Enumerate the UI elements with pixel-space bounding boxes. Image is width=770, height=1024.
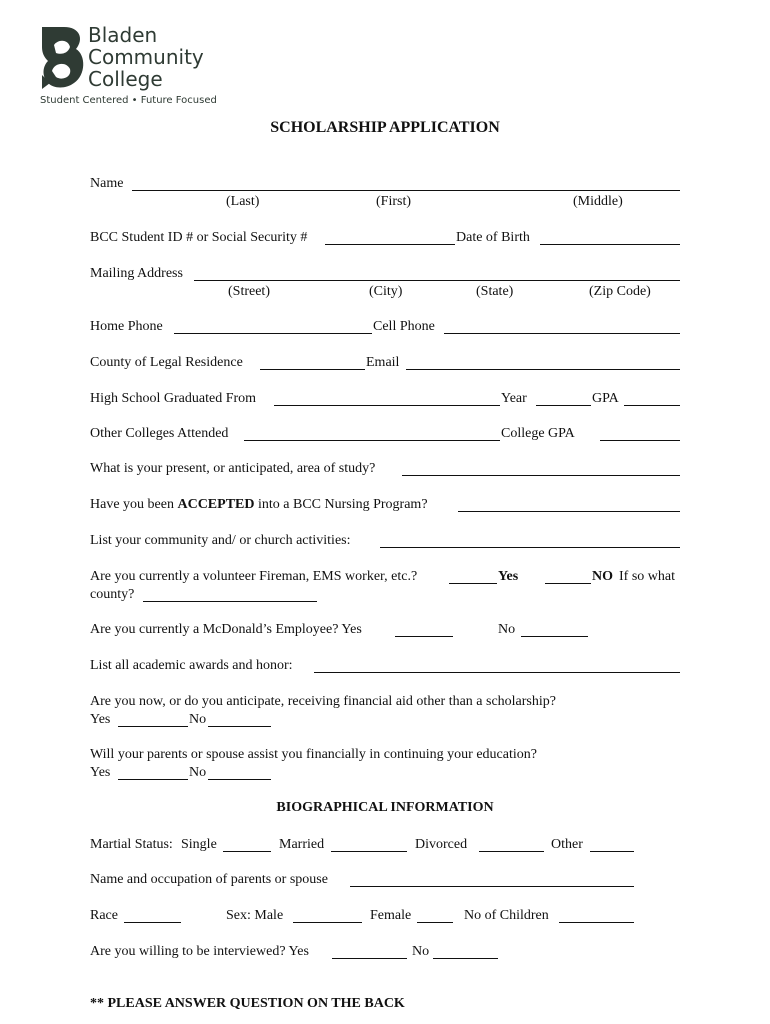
female-field[interactable] — [417, 908, 453, 923]
male-field[interactable] — [293, 908, 362, 923]
college-gpa-field[interactable] — [600, 426, 680, 441]
financial-aid-question: Are you now, or do you anticipate, receiving financial aid other than a scholarship? — [90, 694, 556, 709]
volunteer-yes-label: Yes — [498, 569, 519, 584]
parents-no-field[interactable] — [208, 765, 271, 780]
parents-assist-question: Will your parents or spouse assist you financially in continuing your education? — [90, 747, 537, 762]
race-label: Race — [90, 908, 118, 923]
interview-question: Are you willing to be interviewed? Yes — [90, 944, 309, 959]
mailing-address-field[interactable] — [194, 266, 680, 281]
logo-line-1: Bladen — [88, 23, 158, 47]
bcc-logo-icon — [40, 25, 86, 91]
college-gpa-label: College GPA — [501, 426, 575, 441]
email-label: Email — [366, 355, 400, 370]
aid-yes-label: Yes — [90, 712, 111, 727]
name-label: Name — [90, 176, 124, 191]
volunteer-no-label: NO — [592, 569, 613, 584]
dob-label: Date of Birth — [456, 230, 530, 245]
parents-yes-field[interactable] — [118, 765, 188, 780]
interview-no-field[interactable] — [433, 944, 498, 959]
city-caption: (City) — [369, 284, 403, 299]
county-field[interactable] — [260, 355, 365, 370]
activities-field[interactable] — [380, 533, 680, 548]
student-id-label: BCC Student ID # or Social Security # — [90, 230, 308, 245]
awards-label: List all academic awards and honor: — [90, 658, 293, 673]
last-caption: (Last) — [226, 194, 260, 209]
parents-occupation-field[interactable] — [350, 872, 634, 887]
parents-occupation-label: Name and occupation of parents or spouse — [90, 872, 328, 887]
state-caption: (State) — [476, 284, 514, 299]
parents-yes-label: Yes — [90, 765, 111, 780]
cell-phone-label: Cell Phone — [373, 319, 435, 334]
volunteer-question: Are you currently a volunteer Fireman, EMS worker, etc.? — [90, 569, 418, 584]
year-field[interactable] — [536, 391, 591, 406]
high-school-field[interactable] — [274, 391, 500, 406]
name-field[interactable] — [132, 176, 680, 191]
other-label: Other — [551, 837, 583, 852]
activities-label: List your community and/ or church activities: — [90, 533, 351, 548]
interview-yes-field[interactable] — [332, 944, 407, 959]
sex-male-label: Sex: Male — [226, 908, 284, 923]
county-question: county? — [90, 587, 135, 602]
nursing-field[interactable] — [458, 497, 680, 512]
logo-tagline: Student Centered • Future Focused — [40, 95, 217, 106]
logo-line-3: College — [88, 67, 163, 91]
high-school-label: High School Graduated From — [90, 391, 257, 406]
mcdonalds-yes-field[interactable] — [395, 622, 453, 637]
back-note: ** PLEASE ANSWER QUESTION ON THE BACK — [90, 996, 405, 1011]
other-field[interactable] — [590, 837, 634, 852]
year-label: Year — [501, 391, 527, 406]
nursing-question: Have you been ACCEPTED into a BCC Nursing Program? — [90, 497, 428, 512]
volunteer-ifso: If so what — [619, 569, 675, 584]
parents-no-label: No — [189, 765, 207, 780]
student-id-field[interactable] — [325, 230, 455, 245]
cell-phone-field[interactable] — [444, 319, 680, 334]
divorced-label: Divorced — [415, 837, 468, 852]
children-label: No of Children — [464, 908, 549, 923]
gpa-field[interactable] — [624, 391, 680, 406]
street-caption: (Street) — [228, 284, 270, 299]
aid-no-label: No — [189, 712, 207, 727]
divorced-field[interactable] — [479, 837, 544, 852]
mcdonalds-no-field[interactable] — [521, 622, 588, 637]
interview-no-label: No — [412, 944, 430, 959]
dob-field[interactable] — [540, 230, 680, 245]
volunteer-county-field[interactable] — [143, 587, 317, 602]
bio-heading: BIOGRAPHICAL INFORMATION — [276, 800, 494, 815]
first-caption: (First) — [376, 194, 411, 209]
zip-caption: (Zip Code) — [589, 284, 651, 299]
gpa-label: GPA — [592, 391, 619, 406]
volunteer-yes-field[interactable] — [449, 569, 497, 584]
other-colleges-label: Other Colleges Attended — [90, 426, 229, 441]
mcdonalds-no-label: No — [498, 622, 516, 637]
volunteer-no-field[interactable] — [545, 569, 591, 584]
middle-caption: (Middle) — [573, 194, 623, 209]
other-colleges-field[interactable] — [244, 426, 500, 441]
study-field[interactable] — [402, 461, 680, 476]
home-phone-label: Home Phone — [90, 319, 163, 334]
married-label: Married — [279, 837, 325, 852]
single-label: Single — [181, 837, 217, 852]
mcdonalds-question: Are you currently a McDonald’s Employee? Yes — [90, 622, 362, 637]
study-label: What is your present, or anticipated, area of study? — [90, 461, 376, 476]
female-label: Female — [370, 908, 412, 923]
page-title: SCHOLARSHIP APPLICATION — [270, 119, 500, 136]
aid-yes-field[interactable] — [118, 712, 188, 727]
children-field[interactable] — [559, 908, 634, 923]
awards-field[interactable] — [314, 658, 680, 673]
married-field[interactable] — [331, 837, 407, 852]
race-field[interactable] — [124, 908, 181, 923]
email-field[interactable] — [406, 355, 680, 370]
marital-label: Martial Status: — [90, 837, 173, 852]
county-label: County of Legal Residence — [90, 355, 243, 370]
mailing-address-label: Mailing Address — [90, 266, 183, 281]
logo-line-2: Community — [88, 45, 204, 69]
aid-no-field[interactable] — [208, 712, 271, 727]
single-field[interactable] — [223, 837, 271, 852]
home-phone-field[interactable] — [174, 319, 372, 334]
